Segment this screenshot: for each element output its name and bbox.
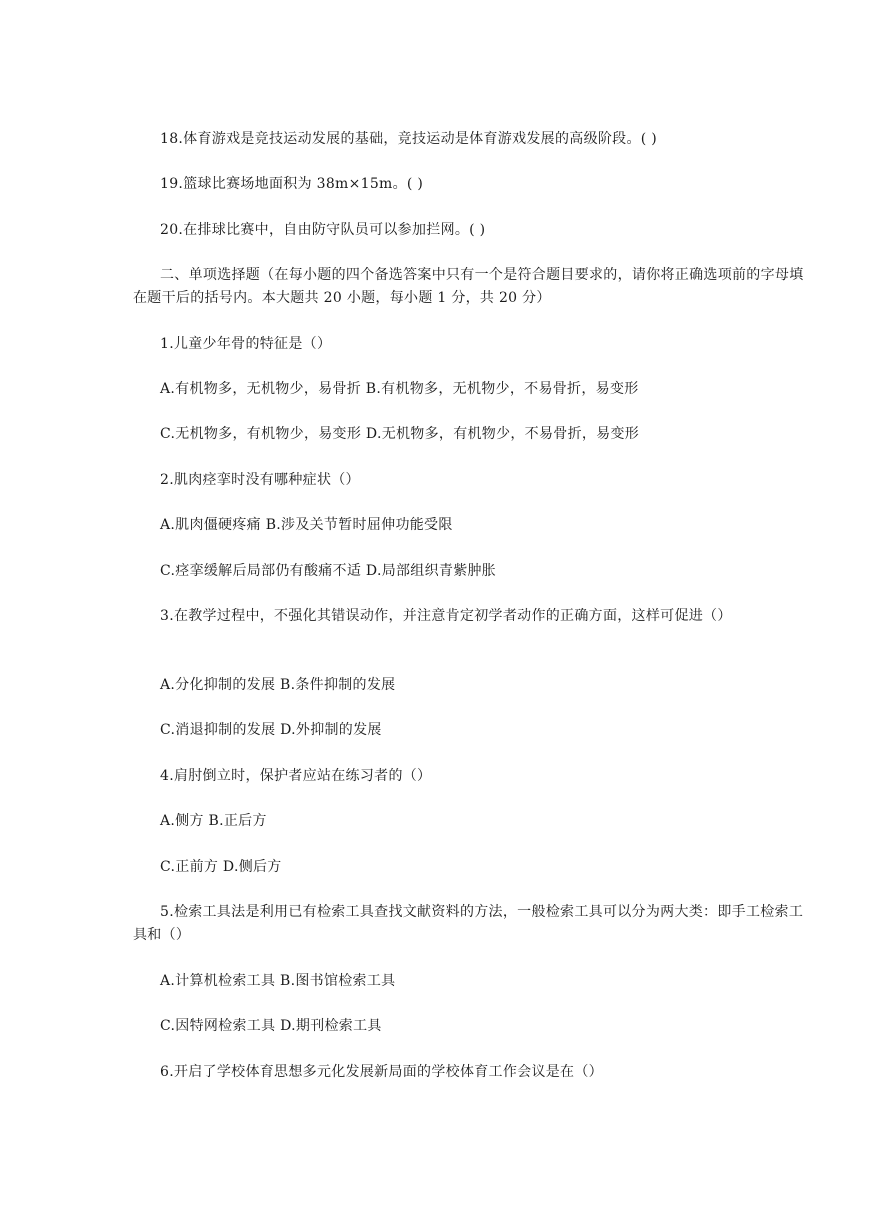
question-stem-3: 3.在教学过程中，不强化其错误动作，并注意肯定初学者动作的正确方面，这样可促进（）	[160, 608, 732, 624]
question-stem-2: 2.肌肉痉挛时没有哪种症状（）	[160, 472, 360, 488]
question-3-options-ab: A.分化抑制的发展 B.条件抑制的发展	[160, 677, 396, 693]
question-stem-1: 1.儿童少年骨的特征是（）	[160, 336, 332, 352]
true-false-item-20: 20.在排球比赛中，自由防守队员可以参加拦网。( )	[160, 222, 486, 238]
question-1-options-ab: A.有机物多，无机物少，易骨折 B.有机物多，无机物少，不易骨折，易变形	[160, 381, 639, 397]
question-stem-5: 5.检索工具法是利用已有检索工具查找文献资料的方法，一般检索工具可以分为两大类：即手工检索工具和（）	[133, 904, 804, 943]
question-1-options-cd: C.无机物多，有机物少，易变形 D.无机物多，有机物少，不易骨折，易变形	[160, 426, 640, 442]
question-stem-6: 6.开启了学校体育思想多元化发展新局面的学校体育工作会议是在（）	[160, 1064, 603, 1080]
true-false-item-18: 18.体育游戏是竞技运动发展的基础，竞技运动是体育游戏发展的高级阶段。( )	[160, 131, 658, 147]
true-false-item-19: 19.篮球比赛场地面积为 38m×15m。( )	[160, 176, 424, 192]
question-5-options-ab: A.计算机检索工具 B.图书馆检索工具	[160, 973, 396, 989]
question-4-options-cd: C.正前方 D.侧后方	[160, 859, 282, 875]
question-2-options-ab: A.肌肉僵硬疼痛 B.涉及关节暂时屈伸功能受限	[160, 517, 453, 533]
question-stem-4: 4.肩肘倒立时，保护者应站在练习者的（）	[160, 768, 432, 784]
question-2-options-cd: C.痉挛缓解后局部仍有酸痛不适 D.局部组织青紫肿胀	[160, 563, 497, 579]
question-3-options-cd: C.消退抑制的发展 D.外抑制的发展	[160, 722, 382, 738]
question-5-options-cd: C.因特网检索工具 D.期刊检索工具	[160, 1018, 382, 1034]
question-4-options-ab: A.侧方 B.正后方	[160, 813, 267, 829]
section-heading: 二、单项选择题（在每小题的四个备选答案中只有一个是符合题目要求的，请你将正确选项前的字母填在题干后的括号内。本大题共 20 小题，每小题 1 分，共 20 分）	[133, 267, 804, 306]
